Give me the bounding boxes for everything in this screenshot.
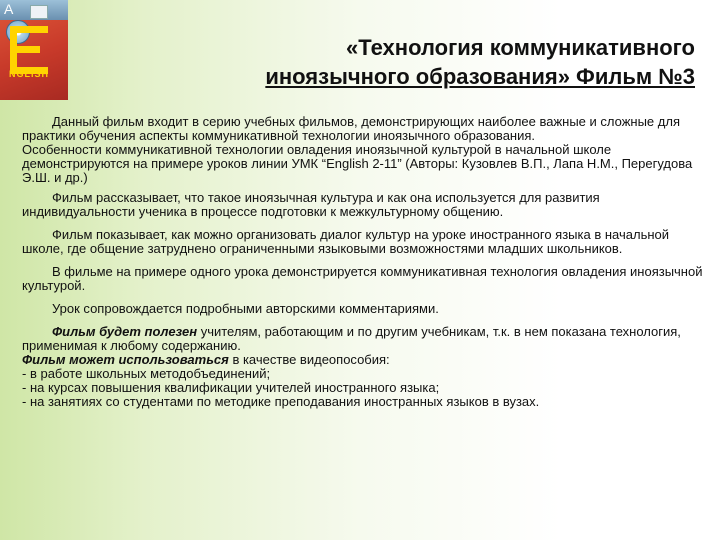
paragraph-features: Особенности коммуникативной технологии овладения иноязычной культурой в начальной школе демонстрируются на примере уроков линии УМК “English 2-11” (Авторы: Кузовлев В.П., Лапа Н.М., Перегудова Э.Ш. и др.) [22, 142, 693, 185]
usage-rest: в качестве видеопособия: [228, 352, 390, 367]
slide-title [120, 33, 695, 91]
slide-body [22, 115, 707, 409]
paragraph-series-intro: Данный фильм входит в серию учебных фильмов, демонстрирующих наиболее важные и сложные для практики обучения аспекты коммуникативной технологии иноязычного образования. [22, 114, 680, 143]
english-textbook-cover-image [0, 0, 68, 100]
cover-corner-letter: A [4, 1, 14, 17]
highlight-usage: Фильм может использоваться [22, 352, 229, 367]
paragraph-commentary: Урок сопровождается подробными авторскими комментариями. [52, 301, 439, 316]
list-item: - на занятиях со студентами по методике преподавания иностранных языков в вузах. [22, 394, 540, 409]
paragraph-usage [22, 353, 707, 367]
paragraph-culture: Фильм рассказывает, что такое иноязычная культура и как она используется для развития индивидуальности ученика в процессе подготовки к межкультурному общению. [22, 190, 600, 219]
cover-word: NGLISH [9, 69, 50, 79]
cover-card-icon [30, 5, 48, 19]
paragraph-dialogue: Фильм показывает, как можно организовать диалог культур на уроке иностранного языка в начальной школе, где общение затруднено ограниченными языковыми возможностями младших школьников. [22, 227, 670, 256]
cover-letter-e-bar [10, 46, 40, 53]
title-line-1: «Технология коммуникативного [346, 35, 695, 60]
paragraph-useful [22, 325, 707, 353]
list-item: - в работе школьных методобъединений; [22, 366, 271, 381]
useful-rest: учителям, работающим и по другим учебникам, т.к. в нем показана технология, применимая к любому содержанию. [22, 324, 681, 353]
highlight-useful: Фильм будет полезен [52, 324, 198, 339]
title-line-2: иноязычного образования» Фильм №3 [265, 64, 695, 89]
list-item: - на курсах повышения квалификации учителей иностранного языка; [22, 380, 440, 395]
paragraph-lesson-example: В фильме на примере одного урока демонстрируется коммуникативная технология овладения иноязычной культурой. [22, 264, 703, 293]
